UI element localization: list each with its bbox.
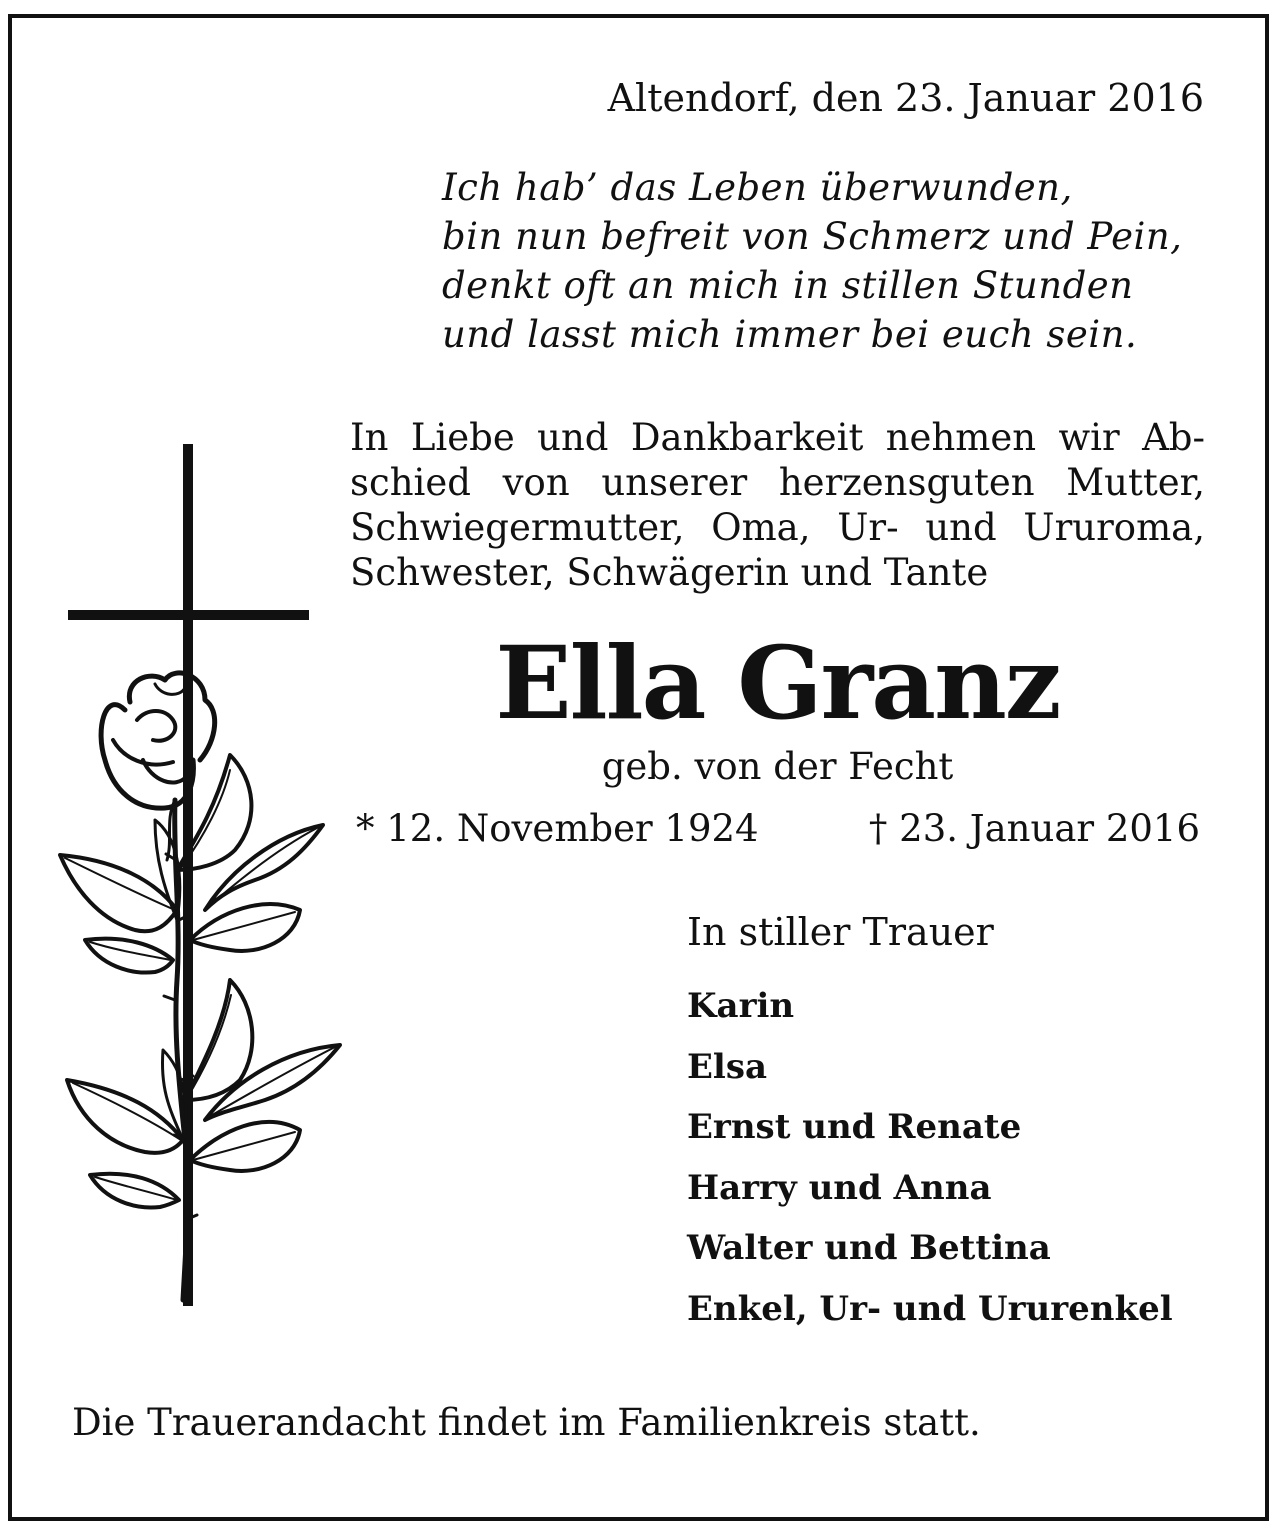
place-date: Altendorf, den 23. Januar 2016 bbox=[607, 76, 1204, 120]
poem-line: denkt oft an mich in stillen Stunden bbox=[442, 264, 1134, 307]
mourner-name: Ernst und Renate bbox=[687, 1107, 1022, 1147]
cross-with-rose-icon bbox=[55, 440, 345, 1320]
maiden-name: geb. von der Fecht bbox=[601, 745, 954, 788]
deceased-name: Ella Granz bbox=[495, 624, 1060, 742]
death-date: † 23. Januar 2016 bbox=[868, 807, 1200, 850]
farewell-line: Schwiegermutter, Oma, Ur- und Ururoma, bbox=[350, 506, 1205, 549]
farewell-line: schied von unserer herzensguten Mutter, bbox=[350, 461, 1205, 504]
poem-line: bin nun befreit von Schmerz und Pein, bbox=[442, 215, 1183, 258]
mourner-name: Harry und Anna bbox=[687, 1167, 992, 1208]
poem bbox=[442, 163, 1182, 359]
mourner-name: Karin bbox=[687, 986, 795, 1026]
farewell-line: In Liebe und Dankbarkeit nehmen wir Ab- bbox=[350, 416, 1205, 459]
footer-note: Die Trauerandacht findet im Familienkreis statt. bbox=[72, 1401, 981, 1444]
farewell-line: Schwester, Schwägerin und Tante bbox=[350, 551, 989, 594]
mourner-name: Elsa bbox=[687, 1046, 768, 1087]
mourners-list bbox=[687, 980, 1173, 1343]
poem-line: Ich hab’ das Leben überwunden, bbox=[442, 166, 1073, 209]
mourning-heading: In stiller Trauer bbox=[687, 910, 994, 954]
mourner-name: Enkel, Ur- und Ururenkel bbox=[687, 1288, 1173, 1329]
mourner-name: Walter und Bettina bbox=[687, 1228, 1051, 1268]
birth-date: * 12. November 1924 bbox=[356, 807, 759, 850]
farewell-text bbox=[350, 415, 1205, 595]
poem-line: und lasst mich immer bei euch sein. bbox=[442, 313, 1138, 356]
